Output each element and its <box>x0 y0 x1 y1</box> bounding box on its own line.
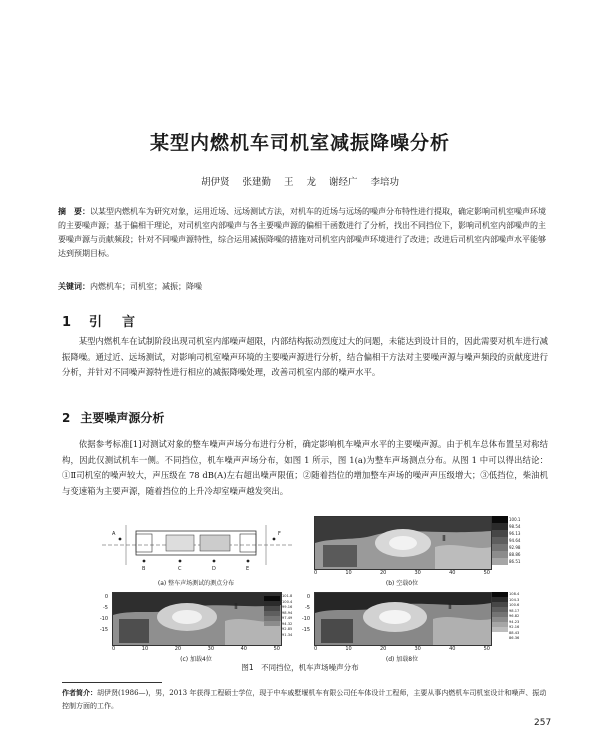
legend-b-swatch <box>492 530 508 537</box>
y-tick: -15 <box>301 627 310 633</box>
point-label-f: F <box>278 531 281 537</box>
x-tick: 10 <box>345 646 352 652</box>
abstract <box>58 205 548 261</box>
legend-b-labels <box>509 516 520 565</box>
footnote-label: 作者简介： <box>62 689 97 697</box>
x-ticks-b <box>314 570 490 576</box>
x-tick: 50 <box>483 570 490 576</box>
legend-c-value: 100.4 <box>282 599 293 604</box>
x-tick: 50 <box>483 646 490 652</box>
x-tick: 40 <box>240 646 247 652</box>
y-tick: -10 <box>99 616 108 622</box>
legend-b-value: 88.86 <box>509 552 521 557</box>
x-ticks-c <box>112 646 280 652</box>
contour-plot-c <box>112 592 282 646</box>
point-label-e: E <box>246 566 250 572</box>
legend-d-value: 86.36 <box>509 636 520 640</box>
point-label-c: C <box>178 566 182 572</box>
y-tick: -10 <box>301 616 310 622</box>
x-tick: 20 <box>174 646 182 652</box>
legend-d-value: 104.3 <box>509 597 520 602</box>
x-tick: 20 <box>379 570 387 576</box>
author-footnote <box>62 687 548 713</box>
y-ticks-c <box>96 592 108 636</box>
locomotive-layout-diagram <box>96 519 296 574</box>
y-tick: -5 <box>103 605 108 611</box>
x-tick: 40 <box>449 646 456 652</box>
x-tick: 0 <box>314 646 318 652</box>
subcaption-b: (b) 空载0位 <box>385 580 419 587</box>
legend-c-labels <box>282 594 292 638</box>
x-tick: 30 <box>414 646 421 652</box>
y-tick: -15 <box>99 627 108 633</box>
x-tick: 30 <box>207 646 215 652</box>
section-2-heading <box>62 409 164 426</box>
point-label-b: B <box>142 566 146 572</box>
legend-d-swatch <box>492 627 508 632</box>
legend-b-value: 86.51 <box>509 559 521 564</box>
x-tick: 30 <box>414 570 421 576</box>
legend-d-value: 100.6 <box>509 603 520 607</box>
legend-b-value: 100.1 <box>509 517 521 522</box>
footnote-text: 胡伊贤(1986—)，男，2013 年获得工程硕士学位，现于中车戚墅堰机车有限公司任车体设计工程师，主要从事内燃机车司机室设计和噪声、振动控制方面的工作。 <box>62 689 547 710</box>
legend-b-swatch <box>492 516 508 523</box>
footnote-divider <box>62 682 162 683</box>
page-number: 257 <box>534 718 552 728</box>
point-label-d: D <box>212 566 216 572</box>
legend-d-value: 92.16 <box>509 625 520 629</box>
abstract-label: 摘 要： <box>58 207 90 216</box>
section-2-title: 主要噪声源分析 <box>80 411 165 425</box>
keywords-text: 内燃机车；司机室；减振；降噪 <box>90 282 202 291</box>
legend-c-value: 91.34 <box>282 632 293 637</box>
section-2-number: 2 <box>62 411 71 425</box>
region-label-c: Ⅱ <box>234 602 238 611</box>
x-ticks-d <box>314 646 490 652</box>
legend-c-value: 92.85 <box>282 627 293 631</box>
legend-d-value: 88.43 <box>509 630 520 635</box>
legend-b-swatch <box>492 523 508 530</box>
x-tick: 50 <box>273 646 280 652</box>
legend-b-swatch <box>492 544 508 551</box>
author-list: 胡伊贤 张建勤 王 龙 谢经广 李培功 <box>200 177 400 188</box>
subcaption-c: (c) 加载4位 <box>180 656 212 663</box>
keywords-label: 关键词： <box>58 282 90 291</box>
keywords <box>58 281 548 292</box>
legend-b-swatch <box>492 537 508 544</box>
x-tick: 0 <box>314 570 318 576</box>
section-1-title: 引言 <box>89 315 156 330</box>
legend-c-swatch <box>264 621 280 626</box>
point-label-a: A <box>112 531 116 537</box>
legend-b-value: 96.13 <box>509 531 521 536</box>
x-tick: 0 <box>112 646 116 652</box>
x-tick: 10 <box>345 570 352 576</box>
legend-d-value: 98.17 <box>509 608 520 613</box>
subcaption-d: (d) 加载8位 <box>385 656 419 663</box>
region-label-d: Ⅱ <box>448 602 452 611</box>
legend-d-labels <box>509 592 519 642</box>
x-tick: 40 <box>449 570 456 576</box>
abstract-text: 以某型内燃机车为研究对象，运用近场、远场测试方法，对机车的近场与远场的噪声分布特性进行提取，确定影响司机室噪声环境的主要噪声源；基于偏相干理论，对司机室内部噪声与各主要噪声源的偏相干函数进行了分析，找出不同挡位下，影响司机室内部噪声的主要噪声源与贡献频段；针对不同噪声源特性，综合运用减振降噪的措施对司机室内部噪声环境进行了改进；改进后司机室内部噪声水平能够达到预期目标。 <box>58 207 546 258</box>
subcaption-a: (a) 整车声场测试的测点分布 <box>157 580 235 587</box>
legend-c-value: 98.94 <box>282 610 293 615</box>
figure-caption: 图1 不同挡位，机车声场噪声分布 <box>241 663 359 672</box>
y-tick: 0 <box>306 594 310 600</box>
legend-b-value: 98.54 <box>509 524 521 529</box>
legend-c <box>264 596 280 626</box>
x-tick: 10 <box>141 646 149 652</box>
section-1-number: 1 <box>62 315 72 330</box>
section-1-paragraph: 某型内燃机车在试制阶段出现司机室内部噪声超限，内部结构振动烈度过大的问题，未能达到设计目的，因此需要对机车进行减振降噪。通过近、远场测试，对影响司机室噪声环境的主要噪声源进行分析，结合偏相干方法对主要噪声源与噪声频段的贡献度进行分析，并针对不同噪声源特性进行相应的减振降噪处理，改善司机室内部的噪声水平。 <box>62 336 548 377</box>
y-ticks-d <box>296 592 310 636</box>
y-tick: -5 <box>305 605 310 611</box>
legend-b-value: 92.98 <box>509 545 521 550</box>
section-2-paragraph: 依据参考标准[1]对测试对象的整车噪声声场分布进行分析，确定影响机车噪声水平的主要噪声源。由于机车总体布置呈对称结构，因此仅测试机车一侧。不同挡位，机车噪声声场分布，如图 1 所示，图 1(a)为整车声场测点分布。从图 1 中可以得出结论：①Ⅱ司机室的噪声较大，声压级在 78 dB(A)左右超出噪声限值；②随着挡位的增加整车声场的噪声声压级增大；③低挡位，柴油机与变速箱为主要声源，随着挡位的上升冷却室噪声越发突出。 <box>62 439 548 496</box>
legend-d <box>492 592 508 632</box>
section-1-heading <box>62 311 155 330</box>
legend-d-value: 108.4 <box>509 592 520 596</box>
contour-plot-b <box>314 516 492 570</box>
figure-1 <box>96 516 526 666</box>
region-label-b: Ⅱ <box>442 534 446 543</box>
legend-c-value: 97.49 <box>282 616 293 620</box>
contour-plot-d <box>314 592 492 646</box>
paper-title: 某型内燃机车司机室减振降噪分析 <box>149 132 450 154</box>
legend-b-swatch <box>492 558 508 565</box>
legend-b <box>492 516 508 565</box>
legend-b-value: 94.64 <box>509 538 521 543</box>
legend-c-value: 99.16 <box>282 605 293 609</box>
legend-d-value: 94.23 <box>509 619 520 624</box>
legend-d-value: 96.82 <box>509 614 520 618</box>
legend-c-value: 101.8 <box>282 594 293 598</box>
legend-c-value: 94.32 <box>282 621 293 626</box>
y-tick: 0 <box>104 594 108 600</box>
legend-b-swatch <box>492 551 508 558</box>
x-tick: 20 <box>379 646 387 652</box>
